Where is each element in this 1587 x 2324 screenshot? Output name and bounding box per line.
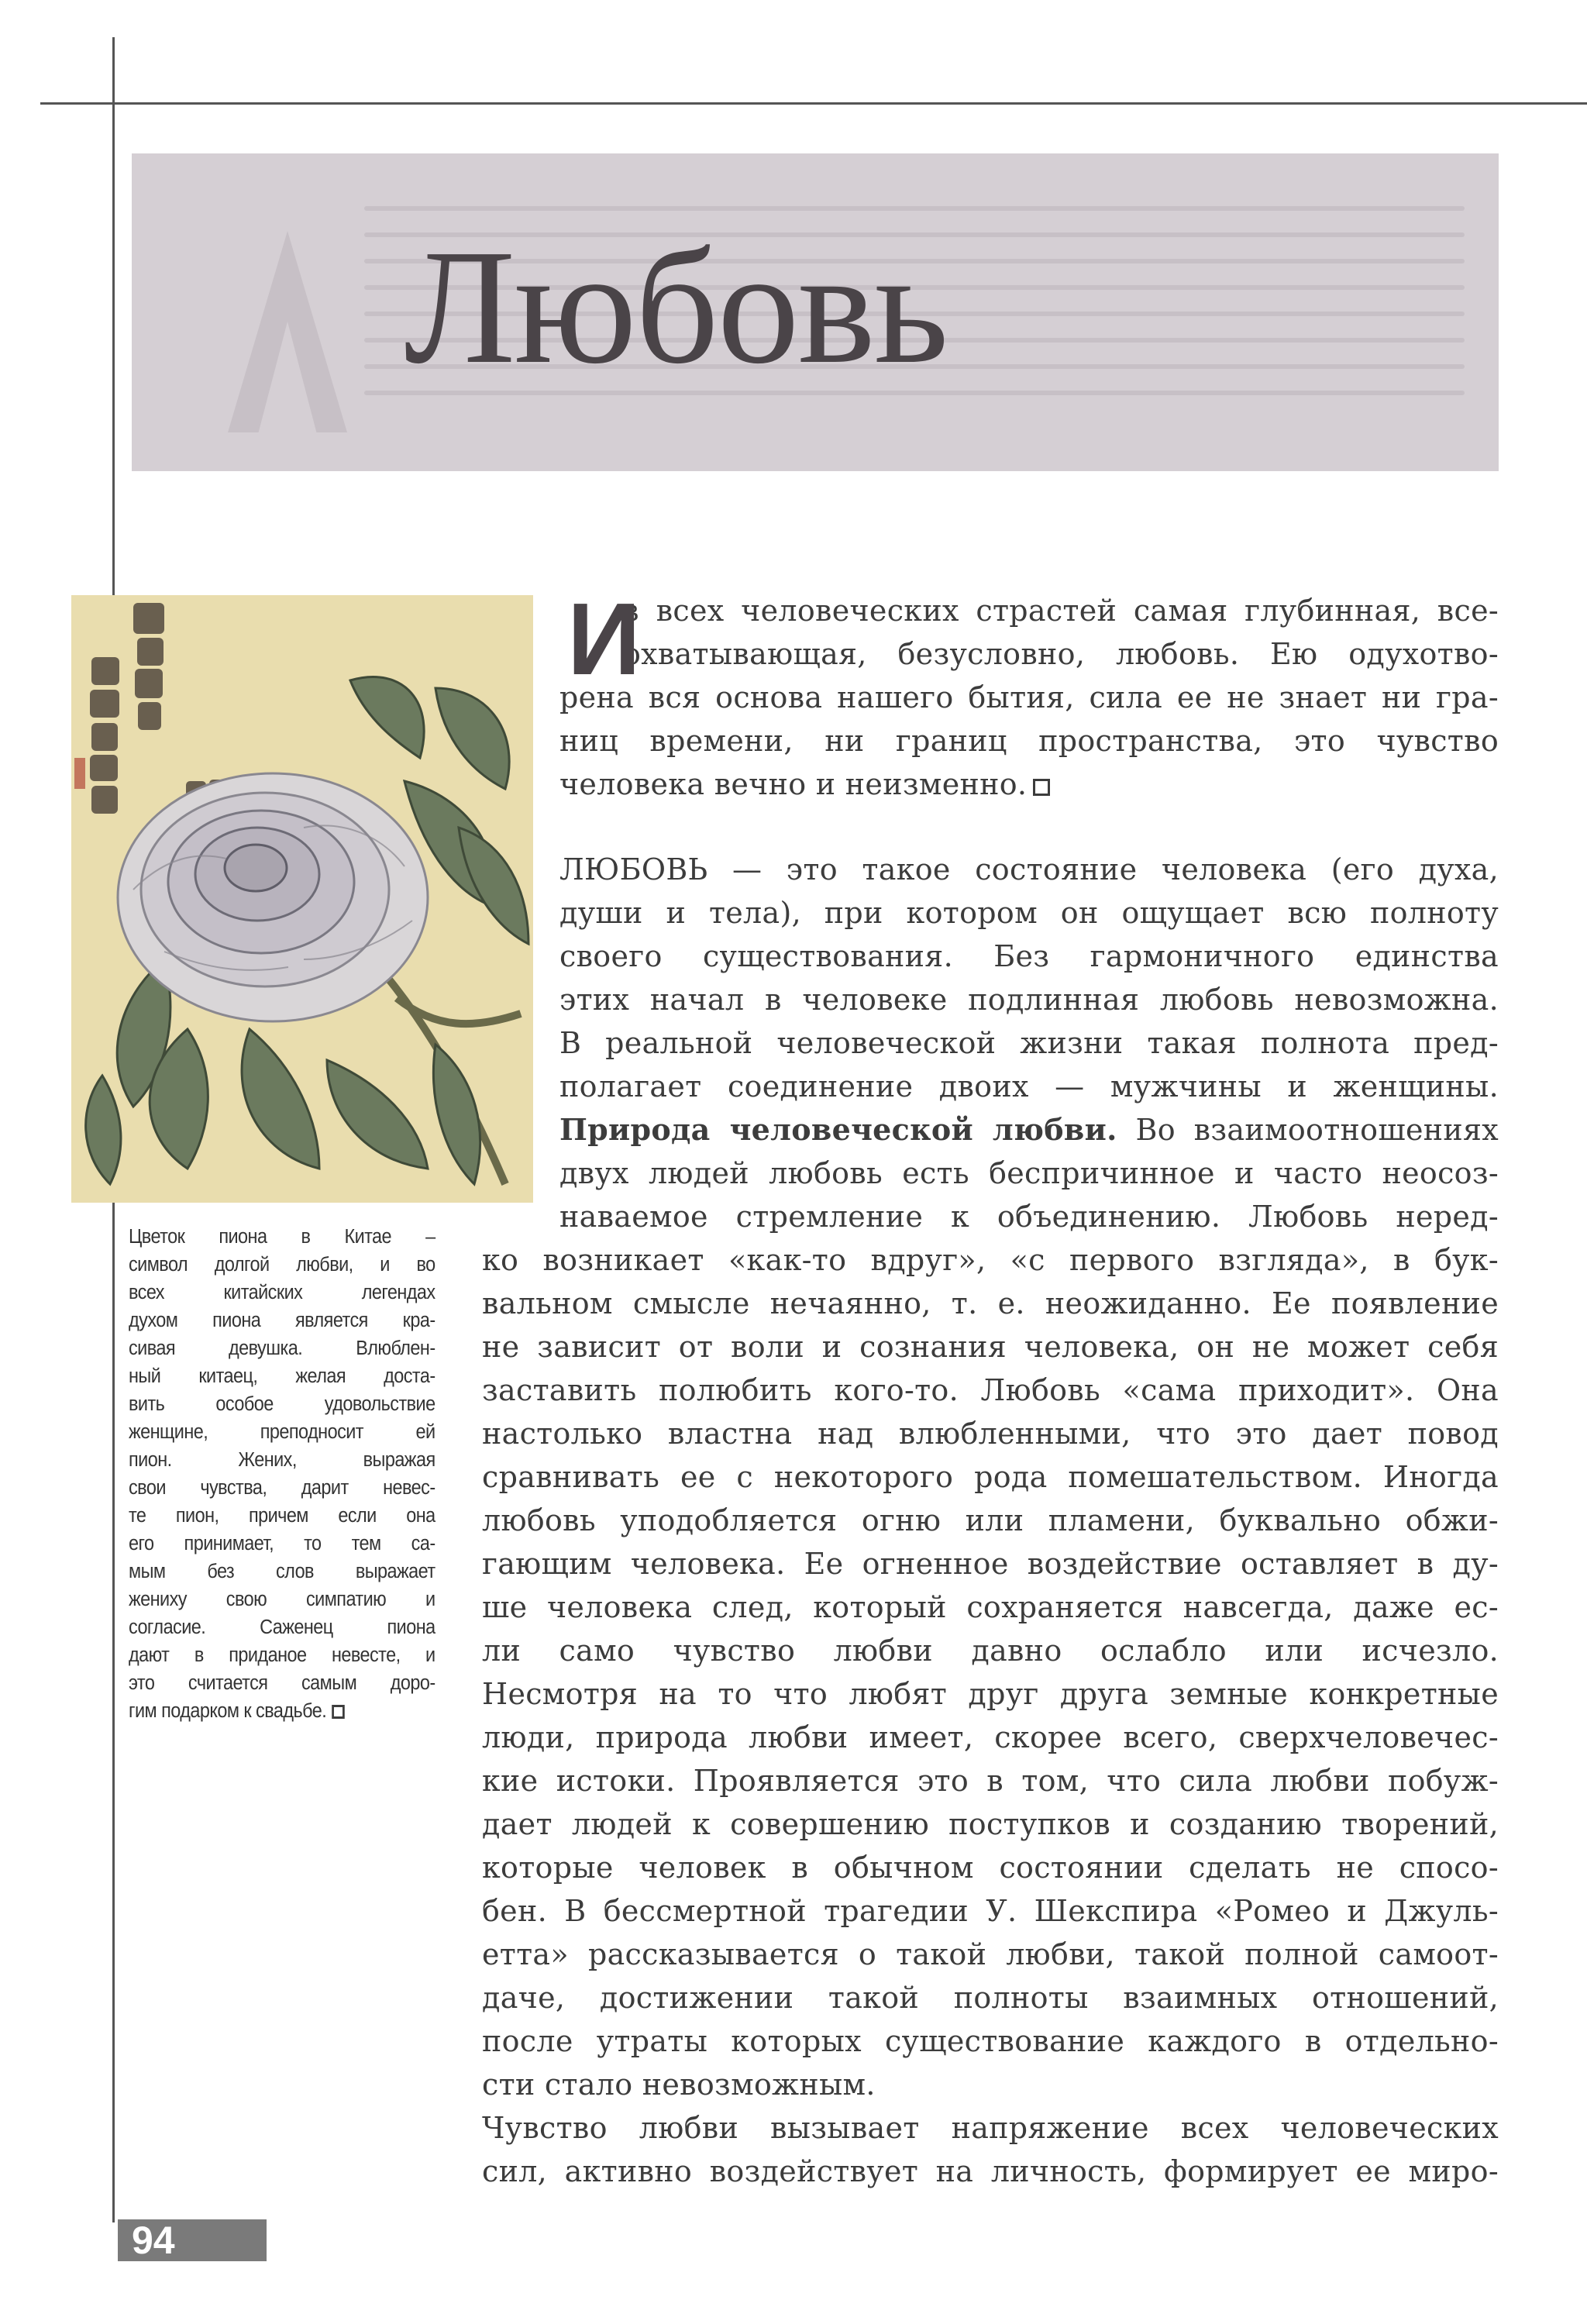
text-line: ЛЮБОВЬ — это такое состояние человека (его духа, [559,852,1499,887]
caption-line: вить особое удовольствие [129,1393,435,1415]
text-line: кие истоки. Проявляется это в том, что сила любви побуж- [482,1764,1499,1798]
caption-line: это считается самым доро- [129,1672,435,1694]
text-line: Природа человеческой любви. Во взаимоотношениях [559,1112,1499,1147]
text-line: души и тела), при котором он ощущает всю полноту [559,896,1499,930]
text-line: охватывающая, безусловно, любовь. Ею одухотво- [623,637,1499,671]
caption-line: ный китаец, желая доста- [129,1365,435,1387]
caption-line: дают в приданое невесте, и [129,1644,435,1666]
paragraph-love-definition [482,848,1499,1108]
text-line: вальном смысле нечаянно, т. е. неожиданно. Ее появление [482,1286,1499,1320]
end-mark-icon [332,1705,346,1719]
page-title: Любовь [404,215,948,398]
text-line: гающим человека. Ее огненное воздействие оставляет в ду- [482,1547,1499,1581]
caption-line: те пион, причем если она [129,1505,435,1527]
caption-line: мым без слов выражает [129,1561,435,1582]
text-line: рена вся основа нашего бытия, сила ее не знает ни гра- [559,680,1499,714]
main-text-column [482,582,1499,2193]
paragraph-feeling [482,2106,1499,2193]
peony-painting [71,595,533,1203]
text-line: настолько властна над влюбленными, что это дает повод [482,1417,1499,1451]
text-line: заставить полюбить кого-то. Любовь «сама приходит». Она [482,1373,1499,1407]
drop-cap: И [567,582,641,696]
caption-line: свои чувства, дарит невес- [129,1477,435,1499]
section-heading: Природа человеческой любви. [559,1112,1117,1147]
text-line: Чувство любви вызывает напряжение всех человеческих [482,2111,1499,2145]
page-number: 94 [132,2219,175,2262]
figure-caption [129,1223,435,1725]
caption-line: всех китайских легендах [129,1282,435,1303]
text-line: даче, достижении такой полноты взаимных отношений, [482,1981,1499,2015]
caption-line: символ долгой любви, и во [129,1254,435,1276]
text-line: человека вечно и неизменно. [482,763,1499,806]
text-line: любовь уподобляется огню или пламени, буквально обжи- [482,1503,1499,1537]
caption-line: сивая девушка. Влюблен- [129,1338,435,1359]
caption-line: пион. Жених, выражая [129,1449,435,1471]
text-line: двух людей любовь есть беспричинное и часто неосоз- [559,1156,1499,1190]
caption-line: жениху свою симпатию и [129,1589,435,1610]
text-line: своего существования. Без гармоничного единства [559,939,1499,973]
text-line: полагает соединение двоих — мужчины и женщины. [559,1069,1499,1103]
text-line: сти стало невозможным. [482,2067,876,2102]
caption-line: духом пиона является кра- [129,1310,435,1331]
text-line: ко возникает «как-то вдруг», «с первого взгляда», в бук- [482,1243,1499,1277]
text-line: ше человека след, который сохраняется навсегда, даже ес- [482,1590,1499,1624]
text-line: бен. В бессмертной трагедии У. Шекспира «Ромео и Джуль- [482,1894,1499,1928]
intro-paragraph [482,582,1499,806]
text-line: етта» рассказывается о такой любви, такой полной самоот- [482,1937,1499,1971]
caption-line: гим подарком к свадьбе. [129,1697,435,1725]
caption-line: Цветок пиона в Китае – [129,1226,435,1248]
text-line: Несмотря на то что любят друг друга земные конкретные [482,1677,1499,1711]
caption-line: женщине, преподносит ей [129,1421,435,1443]
text-line: ли само чувство любви давно ослабло или исчезло. [482,1634,1499,1668]
end-mark-icon [1033,779,1050,796]
text-line: сравнивать ее с некоторого рода помешательством. Иногда [482,1460,1499,1494]
text-line: сил, активно воздействует на личность, формирует ее миро- [482,2154,1499,2188]
text-line: которые человек в обычном состоянии сделать не спосо- [482,1851,1499,1885]
text-line: этих начал в человеке подлинная любовь невозможна. [559,983,1499,1017]
text-line: ниц времени, ни границ пространства, это чувство [559,724,1499,758]
text-line: наваемое стремление к объединению. Любовь неред- [559,1200,1499,1234]
text-line: люди, природа любви имеет, скорее всего, сверхчеловечес- [482,1720,1499,1754]
caption-line: согласие. Саженец пиона [129,1616,435,1638]
text-line: после утраты которых существование каждого в отдельно- [482,2024,1499,2058]
text-line: з всех человеческих страстей самая глубинная, все- [623,594,1499,628]
text-line: не зависит от воли и сознания человека, он не может себя [482,1330,1499,1364]
text-line: В реальной человеческой жизни такая полнота пред- [559,1026,1499,1060]
peony-painting-image [71,595,533,1203]
caption-line: его принимает, то тем са- [129,1533,435,1554]
paragraph-nature-of-love [482,1108,1499,2106]
text-line: дает людей к совершению поступков и созданию творений, [482,1807,1499,1841]
header-rule [40,102,1587,105]
title-band [132,153,1499,471]
